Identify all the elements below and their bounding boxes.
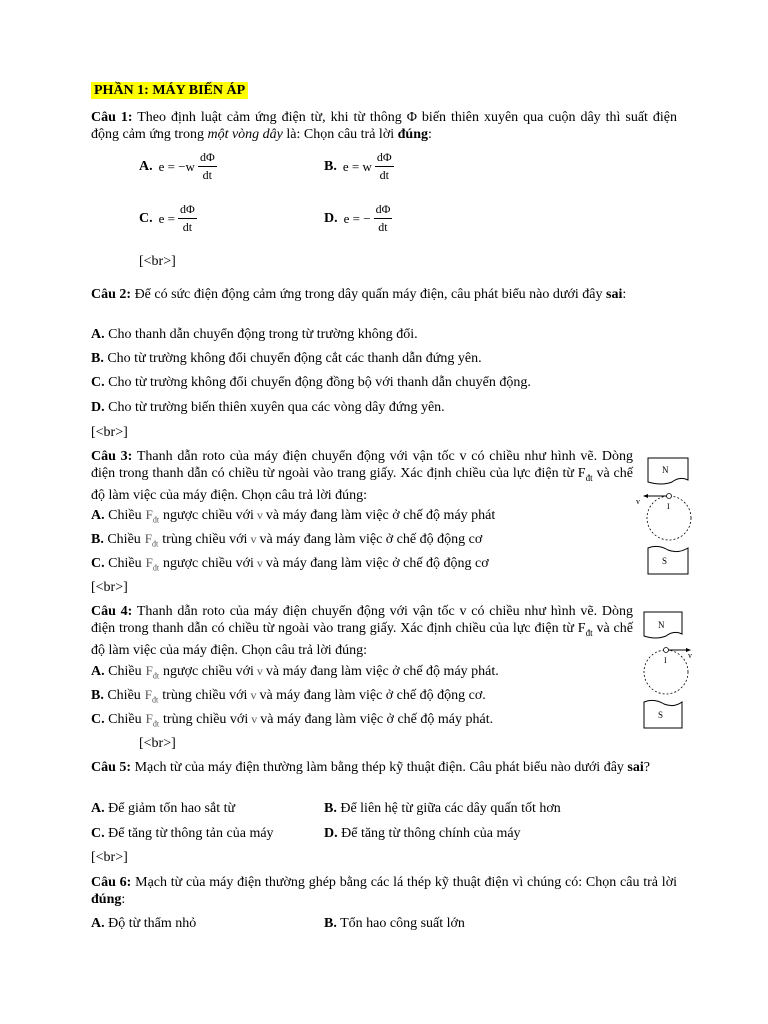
q3-option-c[interactable]: C. Chiều $F_{đt}$ ngược chiều với v và máy đang làm việc ở chế độ động cơ — [91, 555, 489, 573]
arrow-head — [643, 494, 648, 498]
q4-option-b[interactable]: B. Chiều $F_{đt}$ trùng chiều với v và máy đang làm việc ở chế độ động cơ. — [91, 687, 486, 705]
q5-option-c[interactable]: C. Để tăng từ thông tản của máy — [91, 826, 274, 841]
south-pole — [648, 546, 688, 574]
question-1: Câu 1: Theo định luật cảm ứng điện từ, khi từ thông Φ biến thiên xuyên qua cuộn dây thì suất điện động cảm ứng trong một vòng dây là: Chọn câu trả lời đúng: — [91, 110, 678, 142]
conductor-icon — [667, 494, 672, 499]
question-3-label: Câu 3: — [91, 449, 133, 464]
force-symbol: $F_{đt}$ — [145, 555, 160, 573]
velocity-symbol: v — [256, 556, 263, 570]
br-marker: [<br>] — [91, 425, 128, 440]
section-title: PHẦN 1: MÁY BIẾN ÁP — [91, 82, 248, 99]
force-symbol: $F_{đt}$ — [144, 687, 159, 705]
current-label: I — [667, 502, 670, 511]
question-5-label: Câu 5: — [91, 760, 132, 775]
question-4: Câu 4: Thanh dẫn roto của máy điện chuyển động với vận tốc v có chiều như hình vẽ. Dòng điện trong thanh dẫn có chiều từ ngoài vào trang giấy. Xác định chiều của lực điện từ $F_{đt}$ và chế độ làm việc của máy điện. Chọn câu trả lời đúng: — [91, 604, 633, 658]
south-label: S — [658, 710, 664, 720]
velocity-label: v — [688, 651, 692, 660]
force-symbol: $F_{đt}$ — [145, 663, 160, 681]
q3-option-a[interactable]: A. Chiều $F_{đt}$ ngược chiều với v và máy đang làm việc ở chế độ máy phát — [91, 507, 496, 525]
q3-option-b[interactable]: B. Chiều $F_{đt}$ trùng chiều với v và máy đang làm việc ở chế độ động cơ — [91, 531, 483, 549]
fraction: $\frac{d\Phi}{dt}$ — [179, 202, 195, 234]
q6-option-a[interactable]: A. Độ từ thẩm nhỏ — [91, 916, 197, 931]
q5-option-a[interactable]: A. Để giảm tổn hao sắt từ — [91, 801, 236, 816]
question-2-label: Câu 2: — [91, 287, 132, 302]
q4-option-a[interactable]: A. Chiều $F_{đt}$ ngược chiều với v và máy đang làm việc ở chế độ máy phát. — [91, 663, 499, 681]
q2-option-b[interactable]: B. Cho từ trường không đổi chuyển động cắt các thanh dẫn đứng yên. — [91, 351, 482, 366]
br-marker: [<br>] — [139, 254, 176, 269]
q4-option-c[interactable]: C. Chiều $F_{đt}$ trùng chiều với v và máy đang làm việc ở chế độ máy phát. — [91, 711, 494, 729]
north-label: N — [662, 465, 669, 475]
south-label: S — [662, 556, 668, 566]
fraction: $\frac{d\Phi}{dt}$ — [376, 150, 392, 182]
q5-option-b[interactable]: B. Để liên hệ từ giữa các dây quấn tốt hơn — [324, 801, 561, 816]
question-4-label: Câu 4: — [91, 604, 133, 619]
q2-option-a[interactable]: A. Cho thanh dẫn chuyển động trong từ trường không đổi. — [91, 327, 418, 342]
velocity-symbol: v — [256, 664, 263, 678]
q1-option-a[interactable]: A. e = −w $\frac{d\Phi}{dt}$ — [139, 150, 215, 182]
q1-option-d[interactable]: D. e = − $\frac{d\Phi}{dt}$ — [324, 202, 391, 234]
question-1-label: Câu 1: — [91, 110, 133, 125]
q1-option-b[interactable]: B. e = w $\frac{d\Phi}{dt}$ — [324, 150, 392, 182]
br-marker: [<br>] — [91, 580, 128, 595]
question-6: Câu 6: Mạch từ của máy điện thường ghép bằng các lá thép kỹ thuật điện vì chúng có: Chọn câu trả lời đúng: — [91, 875, 677, 907]
question-6-label: Câu 6: — [91, 875, 132, 890]
velocity-label: v — [636, 497, 640, 506]
force-symbol: $F_{đt}$ — [144, 531, 159, 549]
velocity-symbol: v — [250, 688, 257, 702]
question-2: Câu 2: Để có sức điện động cảm ứng trong dây quấn máy điện, câu phát biểu nào dưới đây sai: — [91, 287, 627, 302]
br-marker: [<br>] — [139, 736, 176, 751]
q4-magnet-diagram — [636, 608, 700, 734]
north-label: N — [658, 620, 665, 630]
q5-option-d[interactable]: D. Để tăng từ thông chính của máy — [324, 826, 521, 841]
q2-option-d[interactable]: D. Cho từ trường biến thiên xuyên qua các vòng dây đứng yên. — [91, 400, 445, 415]
conductor-icon — [664, 648, 669, 653]
q1-option-c[interactable]: C. e = $\frac{d\Phi}{dt}$ — [139, 202, 195, 234]
br-marker: [<br>] — [91, 850, 128, 865]
velocity-symbol: v — [251, 712, 258, 726]
fraction: $\frac{d\Phi}{dt}$ — [199, 150, 215, 182]
force-symbol: $F_{đt}$ — [145, 507, 160, 525]
velocity-symbol: v — [256, 508, 263, 522]
q2-option-c[interactable]: C. Cho từ trường không đổi chuyển động đồng bộ với thanh dẫn chuyển động. — [91, 375, 531, 390]
q3-magnet-diagram — [632, 456, 692, 586]
force-symbol: $F_{đt}$ — [145, 711, 160, 729]
velocity-symbol: v — [250, 532, 257, 546]
q6-option-b[interactable]: B. Tổn hao công suất lớn — [324, 916, 465, 931]
question-5: Câu 5: Mạch từ của máy điện thường làm bằng thép kỹ thuật điện. Câu phát biểu nào dưới đây sai? — [91, 760, 650, 775]
question-3: Câu 3: Thanh dẫn roto của máy điện chuyển động với vận tốc v có chiều như hình vẽ. Dòng điện trong thanh dẫn có chiều từ ngoài vào trang giấy. Xác định chiều của lực điện từ $F_{đt}$ và chế độ làm việc của máy điện. Chọn câu trả lời đúng: — [91, 449, 633, 503]
fraction: $\frac{d\Phi}{dt}$ — [375, 202, 391, 234]
current-label: I — [664, 656, 667, 665]
